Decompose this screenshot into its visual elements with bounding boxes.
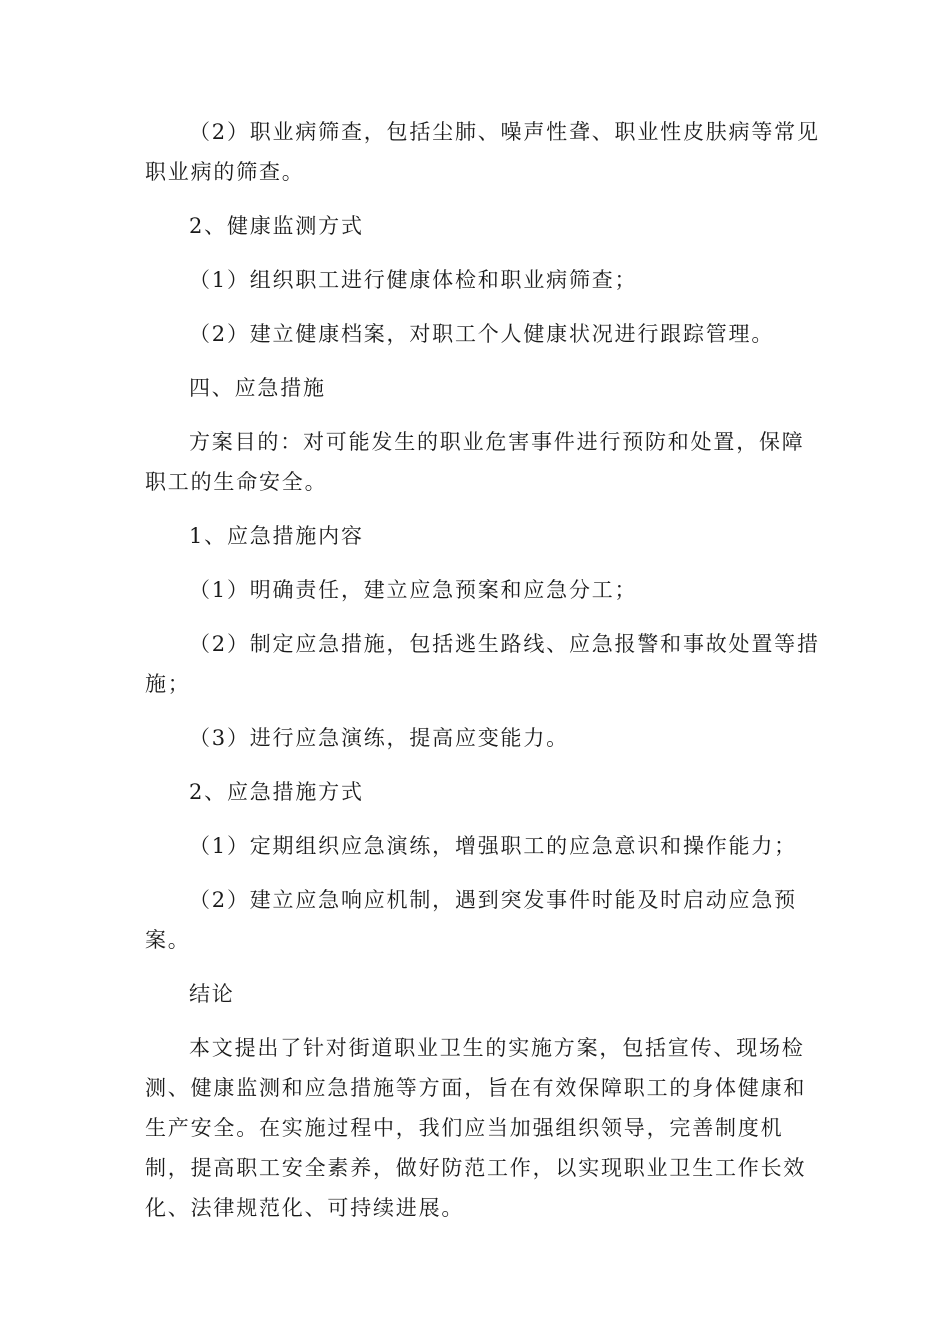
document-body (145, 112, 820, 1228)
paragraph: 方案目的：对可能发生的职业危害事件进行预防和处置，保障职工的生命安全。 (145, 430, 805, 494)
conclusion-paragraph: 本文提出了针对街道职业卫生的实施方案，包括宣传、现场检测、健康监测和应急措施等方面，旨在有效保障职工的身体健康和生产安全。在实施过程中，我们应当加强组织领导，完善制度机制，提高职工安全素养，做好防范工作，以实现职业卫生工作长效化、法律规范化、可持续进展。 (145, 1036, 807, 1220)
chapter-heading: 四、应急措施 (189, 376, 326, 400)
paragraph: （2）职业病筛查，包括尘肺、噪声性聋、职业性皮肤病等常见职业病的筛查。 (145, 120, 820, 184)
conclusion-heading: 结论 (189, 982, 235, 1006)
section-heading: 2、健康监测方式 (189, 214, 364, 238)
paragraph: （1）组织职工进行健康体检和职业病筛查； (189, 268, 638, 292)
paragraph: （1）定期组织应急演练，增强职工的应急意识和操作能力； (189, 834, 797, 858)
paragraph: （2）建立健康档案，对职工个人健康状况进行跟踪管理。 (189, 322, 775, 346)
section-heading: 1、应急措施内容 (189, 524, 364, 548)
paragraph: （2）建立应急响应机制，遇到突发事件时能及时启动应急预案。 (145, 888, 797, 952)
paragraph: （1）明确责任，建立应急预案和应急分工； (189, 578, 638, 602)
section-heading: 2、应急措施方式 (189, 780, 364, 804)
paragraph: （2）制定应急措施，包括逃生路线、应急报警和事故处置等措施； (145, 632, 820, 696)
paragraph: （3）进行应急演练，提高应变能力。 (189, 726, 569, 750)
